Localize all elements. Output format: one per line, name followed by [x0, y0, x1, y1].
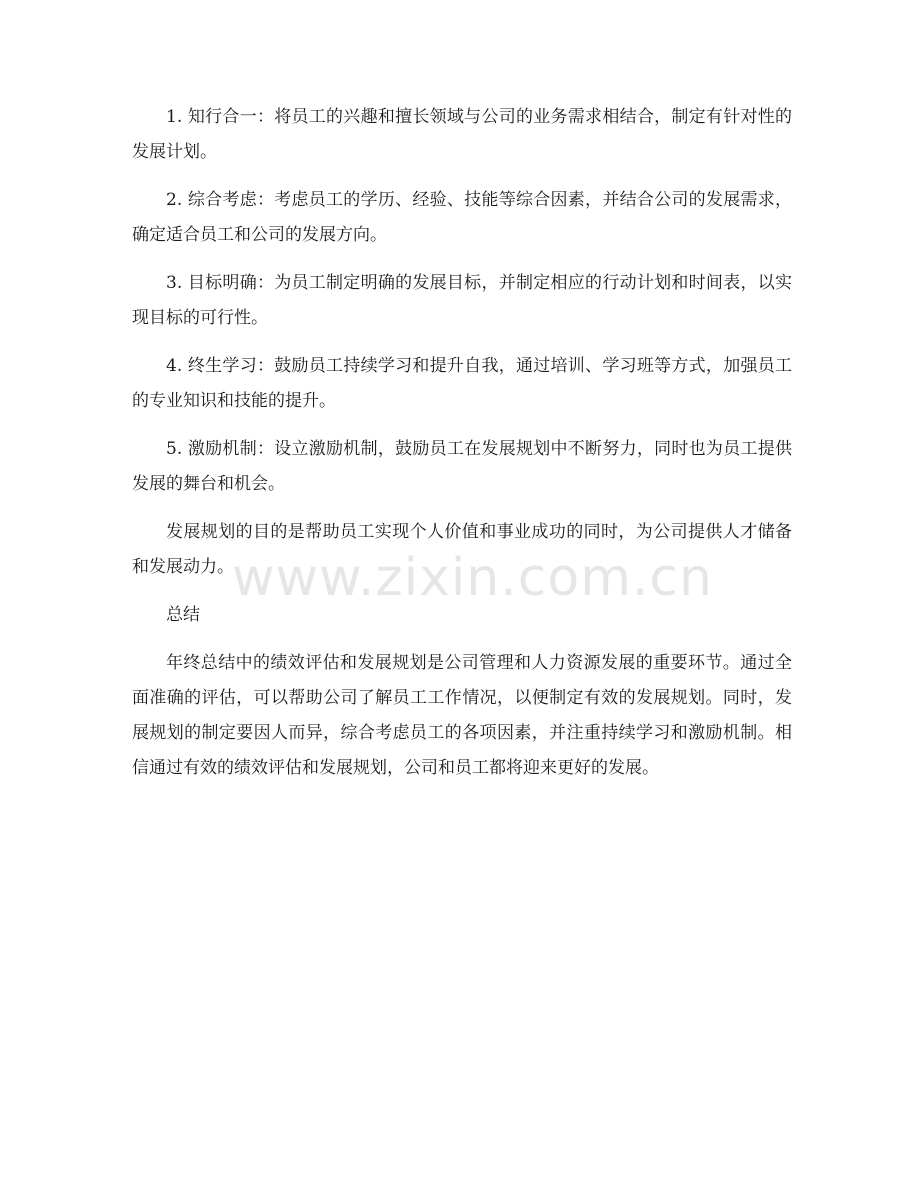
list-item-1: 1. 知行合一：将员工的兴趣和擅长领域与公司的业务需求相结合，制定有针对性的发展计划。	[132, 107, 792, 162]
list-item-2: 2. 综合考虑：考虑员工的学历、经验、技能等综合因素，并结合公司的发展需求，确定适合员工和公司的发展方向。	[132, 190, 792, 245]
document-body	[132, 100, 792, 786]
list-item-5: 5. 激励机制：设立激励机制，鼓励员工在发展规划中不断努力，同时也为员工提供发展的舞台和机会。	[132, 439, 792, 494]
section-heading: 总结	[166, 605, 200, 625]
list-item-4: 4. 终生学习：鼓励员工持续学习和提升自我，通过培训、学习班等方式，加强员工的专业知识和技能的提升。	[132, 356, 792, 411]
watermark: www.zixin.com.cn	[232, 548, 713, 608]
summary-paragraph: 年终总结中的绩效评估和发展规划是公司管理和人力资源发展的重要环节。通过全面准确的评估，可以帮助公司了解员工工作情况，以便制定有效的发展规划。同时，发展规划的制定要因人而异，综合考虑员工的各项因素，并注重持续学习和激励机制。相信通过有效的绩效评估和发展规划，公司和员工都将迎来更好的发展。	[132, 653, 792, 778]
purpose-paragraph: 发展规划的目的是帮助员工实现个人价值和事业成功的同时，为公司提供人才储备和发展动力。	[132, 522, 792, 577]
list-item-3: 3. 目标明确：为员工制定明确的发展目标，并制定相应的行动计划和时间表，以实现目标的可行性。	[132, 273, 792, 328]
